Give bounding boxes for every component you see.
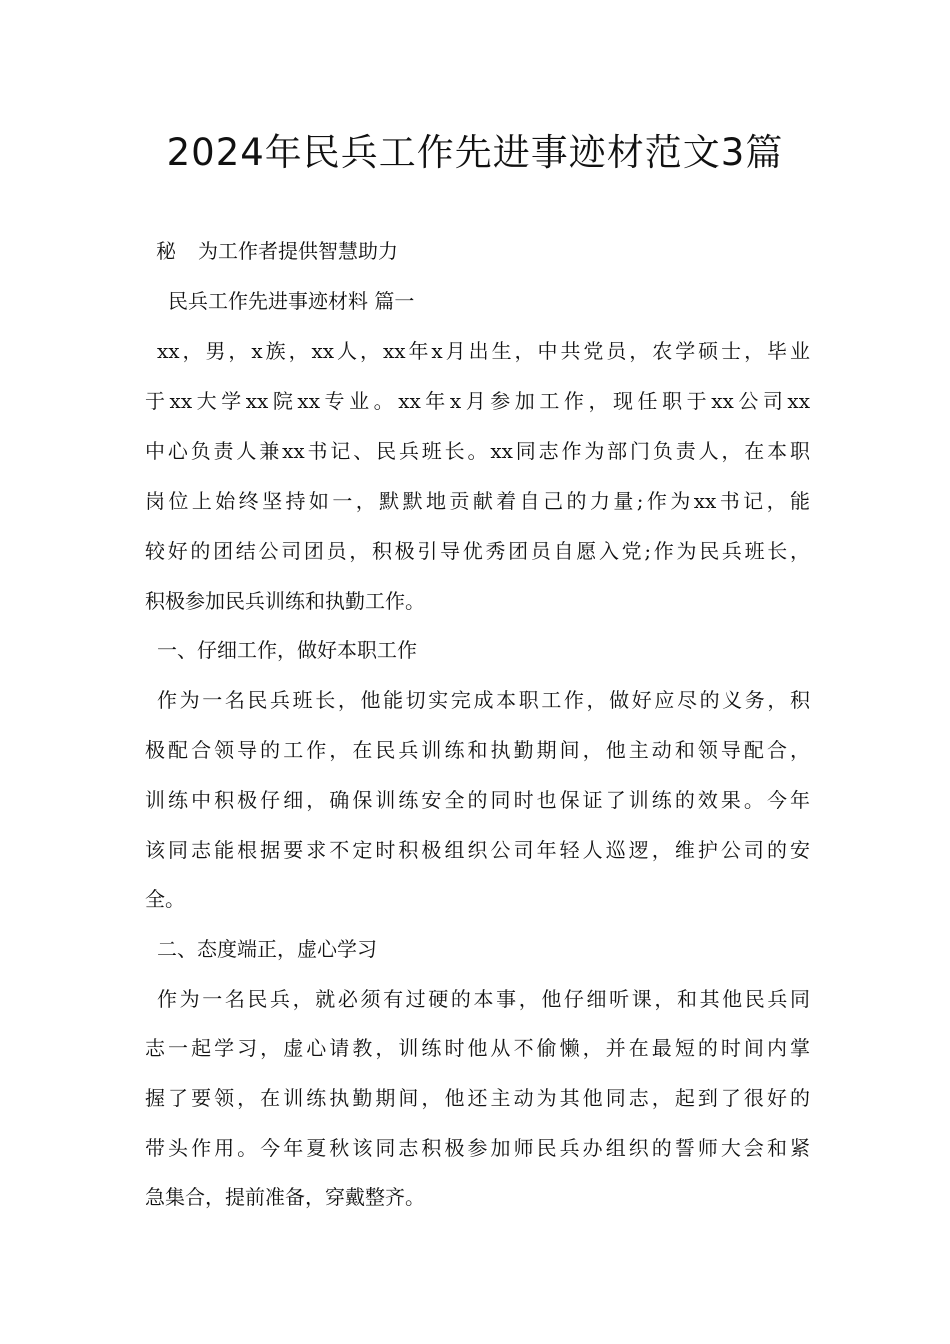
paragraph-line: 作为一名民兵，就必须有过硬的本事，他仔细听课，和其他民兵同	[157, 987, 810, 1011]
paragraph-line: 带头作用。今年夏秋该同志积极参加师民兵办组织的誓师大会和紧	[145, 1136, 810, 1160]
paragraph-line: 该同志能根据要求不定时积极组织公司年轻人巡逻，维护公司的安	[145, 838, 810, 862]
paragraph-line: xx，男，x族，xx人，xx年x月出生，中共党员，农学硕士，毕业	[157, 339, 810, 363]
paragraph-line: 较好的团结公司团员，积极引导优秀团员自愿入党;作为民兵班长，	[145, 539, 810, 563]
paragraph-line: 训练中积极仔细，确保训练安全的同时也保证了训练的效果。今年	[145, 788, 810, 812]
paragraph-line: 积极参加民兵训练和执勤工作。	[145, 589, 425, 613]
paragraph-line: 志一起学习，虚心请教，训练时他从不偷懒，并在最短的时间内掌	[145, 1036, 810, 1060]
subsection-heading: 一、仔细工作，做好本职工作	[157, 638, 417, 662]
paragraph-line: 急集合，提前准备，穿戴整齐。	[145, 1185, 425, 1209]
subtitle-mark: 秘	[156, 239, 176, 263]
paragraph-line: 极配合领导的工作，在民兵训练和执勤期间，他主动和领导配合，	[145, 738, 810, 762]
paragraph-line: 岗位上始终坚持如一，默默地贡献着自己的力量;作为xx书记，能	[145, 489, 810, 513]
paragraph-line: 中心负责人兼xx书记、民兵班长。xx同志作为部门负责人，在本职	[145, 439, 810, 463]
paragraph-line: 全。	[145, 887, 185, 911]
subtitle-slogan: 为工作者提供智慧助力	[198, 239, 398, 263]
paragraph-line: 握了要领，在训练执勤期间，他还主动为其他同志，起到了很好的	[145, 1086, 810, 1110]
section-heading: 民兵工作先进事迹材料 篇一	[168, 289, 415, 313]
document-title: 2024年民兵工作先进事迹材范文3篇	[166, 131, 784, 174]
subsection-heading: 二、态度端正，虚心学习	[157, 937, 377, 961]
document-subtitle	[156, 236, 398, 266]
paragraph-line: 作为一名民兵班长，他能切实完成本职工作，做好应尽的义务，积	[157, 688, 810, 712]
paragraph-line: 于xx大学xx院xx专业。xx年x月参加工作，现任职于xx公司xx	[145, 389, 810, 413]
